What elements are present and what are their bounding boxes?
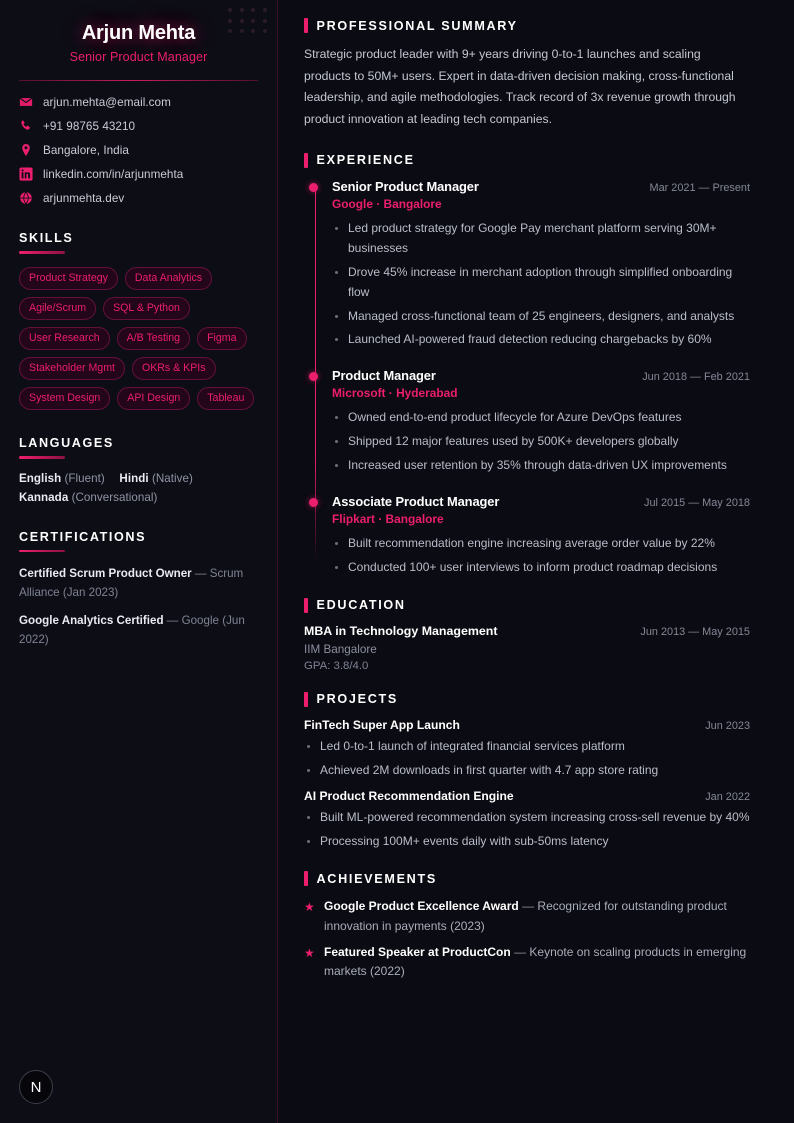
section-accent-bar: [304, 692, 308, 707]
skill-chip: Agile/Scrum: [19, 297, 96, 320]
project-header: [304, 789, 750, 803]
education-degree: MBA in Technology Management: [304, 623, 498, 638]
section-accent-bar: [304, 871, 308, 886]
education-date: Jun 2013 — May 2015: [640, 625, 750, 638]
contact-item-location: [19, 143, 258, 157]
identity-block: [19, 16, 258, 64]
section-accent-bar: [304, 598, 308, 613]
skill-chip: System Design: [19, 387, 110, 410]
certification-dash: —: [166, 613, 182, 627]
certification-date: (Jun 2022): [19, 613, 245, 646]
section-header-summary: [304, 18, 750, 33]
skill-chip: Data Analytics: [125, 267, 212, 290]
envelope-icon: [19, 95, 33, 109]
bullet-item: Led 0-to-1 launch of integrated financial services platform: [304, 737, 750, 757]
experience-item: [332, 179, 750, 350]
bullet-item: Increased user retention by 35% through data-driven UX improvements: [332, 456, 750, 476]
bullet-item: Launched AI-powered fraud detection reducing chargebacks by 60%: [332, 330, 750, 350]
achievement-item: [304, 897, 750, 935]
summary-text: Strategic product leader with 9+ years driving 0-to-1 launches and scaling products to 50M+ users. Expert in data-driven decision making, cross-functional leadership, and agile methodologies. Track record of 3x revenue growth through product innovation at leading tech companies.: [304, 47, 736, 127]
languages-list: [19, 472, 258, 504]
sidebar: [0, 0, 278, 1123]
main-content: [278, 0, 794, 1123]
language-level: (Fluent): [64, 471, 105, 485]
candidate-role: Senior Product Manager: [69, 50, 208, 64]
achievement-dash: —: [522, 899, 535, 914]
star-icon: ★: [304, 945, 315, 960]
section-accent-bar: [304, 153, 308, 168]
certification-issuer: Google: [181, 613, 219, 627]
experience-item: [332, 368, 750, 476]
project-name: FinTech Super App Launch: [304, 717, 460, 732]
skills-heading: SKILLS: [19, 231, 74, 245]
project-date: Jan 2022: [705, 790, 750, 803]
language-level: (Conversational): [71, 490, 158, 504]
project-bullets: [304, 808, 750, 852]
achievement-title: Google Product Excellence Award: [324, 899, 519, 914]
candidate-name: Arjun Mehta: [81, 22, 196, 44]
languages-heading-underline: [19, 456, 65, 459]
contact-website-text: arjunmehta.dev: [43, 191, 125, 205]
section-header-projects: [304, 692, 750, 707]
bullet-item: Built recommendation engine increasing average order value by 22%: [332, 534, 750, 554]
section-header-education: [304, 598, 750, 613]
certification-issuer: Scrum Alliance: [19, 567, 244, 600]
experience-role: Senior Product Manager: [332, 178, 479, 194]
star-icon: ★: [304, 900, 315, 915]
experience-heading: EXPERIENCE: [316, 153, 415, 168]
skill-chip: User Research: [19, 327, 110, 350]
section-header-experience: [304, 153, 750, 168]
contact-item-linkedin[interactable]: [19, 167, 258, 181]
bullet-item: Drove 45% increase in merchant adoption through simplified onboarding flow: [332, 263, 750, 303]
experience-item: [332, 494, 750, 578]
experience-bullets: [332, 534, 750, 578]
experience-header: [332, 494, 750, 509]
section-accent-bar: [304, 18, 308, 33]
language-name: English: [19, 471, 62, 485]
summary-heading: PROFESSIONAL SUMMARY: [316, 18, 518, 33]
certification-date: (Jan 2023): [62, 586, 119, 600]
project-item: [304, 789, 750, 852]
bullet-item: Managed cross-functional team of 25 engineers, designers, and analysts: [332, 307, 750, 327]
achievements-list: [304, 897, 750, 981]
skill-chip: API Design: [117, 387, 190, 410]
project-date: Jun 2023: [705, 719, 750, 732]
certifications-heading-underline: [19, 550, 65, 553]
experience-header: [332, 368, 750, 383]
achievement-detail: Keynote on scaling products in emerging markets (2022): [324, 944, 747, 979]
bullet-item: Owned end-to-end product lifecycle for Azure DevOps features: [332, 408, 750, 428]
experience-header: [332, 179, 750, 194]
experience-role: Associate Product Manager: [332, 494, 500, 510]
education-gpa: GPA: 3.8/4.0: [304, 659, 369, 672]
contact-phone-text: +91 98765 43210: [43, 119, 136, 133]
certifications-heading: CERTIFICATIONS: [19, 529, 147, 544]
bullet-item: Led product strategy for Google Pay merchant platform serving 30M+ businesses: [332, 219, 750, 259]
timeline-dot-icon: [309, 183, 318, 192]
skill-chip: OKRs & KPIs: [132, 357, 216, 380]
experience-role: Product Manager: [332, 368, 436, 384]
contact-item-email[interactable]: [19, 95, 258, 109]
bullet-item: Processing 100M+ events daily with sub-50ms latency: [304, 832, 750, 852]
certification-row: [19, 612, 258, 650]
achievements-heading: ACHIEVEMENTS: [316, 871, 437, 886]
map-pin-icon: [19, 143, 33, 157]
contact-location-text: Bangalore, India: [43, 143, 129, 157]
achievement-text: [324, 897, 750, 935]
language-name: Kannada: [19, 490, 69, 504]
section-header-achievements: [304, 871, 750, 886]
contact-item-website[interactable]: [19, 191, 258, 205]
skill-chip: A/B Testing: [117, 327, 190, 350]
timeline-dot-icon: [309, 498, 318, 507]
skill-chip: Tableau: [197, 387, 254, 410]
languages-heading: LANGUAGES: [19, 436, 114, 451]
experience-timeline: [304, 179, 750, 578]
achievement-text: [324, 943, 750, 981]
skill-chip: Product Strategy: [19, 267, 118, 290]
bullet-item: Conducted 100+ user interviews to inform product roadmap decisions: [332, 558, 750, 578]
experience-company: Flipkart · Bangalore: [332, 512, 444, 527]
skills-heading-underline: [19, 251, 65, 254]
timeline-dot-icon: [309, 372, 318, 381]
linkedin-icon: [19, 167, 33, 181]
bullet-item: Built ML-powered recommendation system increasing cross-sell revenue by 40%: [304, 808, 750, 828]
experience-bullets: [332, 408, 750, 476]
sidebar-divider: [19, 80, 258, 81]
phone-icon: [19, 119, 33, 133]
contact-list: [19, 95, 258, 205]
achievement-title: Featured Speaker at ProductCon: [324, 944, 511, 959]
education-school: IIM Bangalore: [304, 642, 377, 656]
experience-company: Microsoft · Hyderabad: [332, 386, 458, 401]
bullet-item: Shipped 12 major features used by 500K+ developers globally: [332, 432, 750, 452]
certification-row: [19, 565, 258, 603]
language-row: [19, 491, 258, 504]
experience-date: Jun 2018 — Feb 2021: [642, 371, 750, 384]
skill-chip: SQL & Python: [103, 297, 190, 320]
education-heading: EDUCATION: [316, 598, 406, 613]
language-row: [19, 472, 258, 485]
skill-chip: Stakeholder Mgmt: [19, 357, 125, 380]
certification-title: Google Analytics Certified: [19, 613, 164, 627]
experience-bullets: [332, 219, 750, 350]
projects-heading: PROJECTS: [316, 692, 398, 707]
bullet-item: Achieved 2M downloads in first quarter with 4.7 app store rating: [304, 761, 750, 781]
experience-company: Google · Bangalore: [332, 196, 442, 211]
nextjs-badge[interactable]: [19, 1070, 53, 1104]
language-level: (Native): [151, 471, 193, 485]
project-name: AI Product Recommendation Engine: [304, 788, 514, 803]
skill-chip: Figma: [197, 327, 246, 350]
certifications-list: [19, 565, 258, 649]
achievement-item: [304, 943, 750, 981]
language-name: Hindi: [119, 471, 149, 485]
certification-title: Certified Scrum Product Owner: [19, 567, 192, 581]
skills-chip-list: [19, 267, 258, 411]
achievement-detail: Recognized for outstanding product innovation in payments (2023): [324, 899, 727, 933]
certification-dash: —: [194, 567, 210, 581]
project-bullets: [304, 737, 750, 781]
contact-email-text: arjun.mehta@email.com: [43, 95, 171, 109]
achievement-dash: —: [514, 944, 527, 959]
globe-icon: [19, 191, 33, 205]
education-item: [304, 624, 750, 672]
nextjs-badge-letter: N: [30, 1078, 42, 1096]
experience-date: Mar 2021 — Present: [649, 181, 750, 194]
education-header: [304, 624, 750, 638]
project-header: [304, 718, 750, 732]
project-item: [304, 718, 750, 781]
contact-linkedin-text: linkedin.com/in/arjunmehta: [43, 167, 184, 181]
contact-item-phone[interactable]: [19, 119, 258, 133]
experience-date: Jul 2015 — May 2018: [644, 497, 750, 510]
